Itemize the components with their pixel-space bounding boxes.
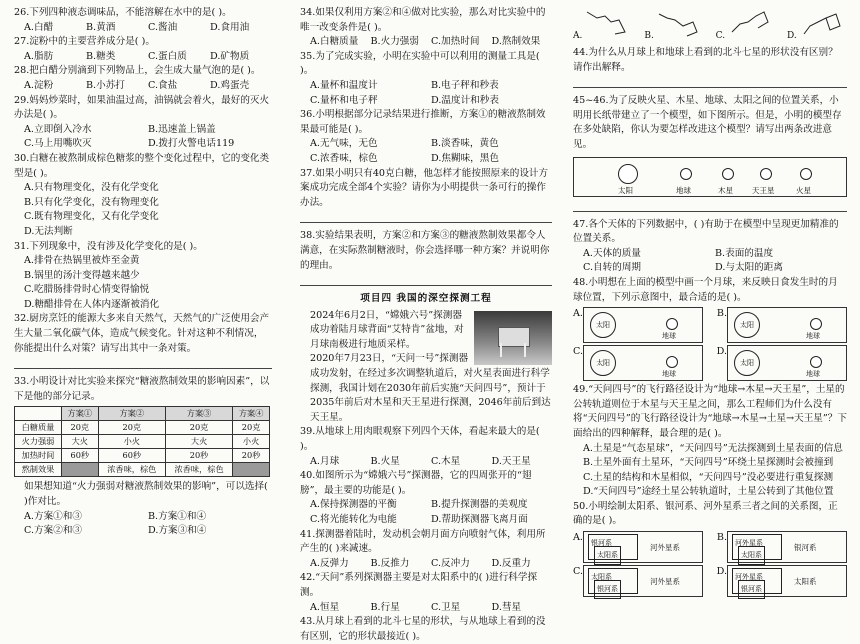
planet-label: 火星	[796, 185, 811, 195]
solar-system-label: 太阳系	[794, 577, 817, 587]
mars-circle	[800, 168, 812, 180]
option[interactable]: D.“天问四号”途经土星公转轨道时，土星公转到了其他位置	[583, 486, 834, 498]
galaxy-diagram	[583, 565, 703, 597]
option[interactable]: D.焦糊味，黑色	[431, 152, 499, 164]
galaxy-diagram	[583, 531, 703, 563]
question-34: 34.如果仅利用方案②和④做对比实验，那么对比实验中的唯一改变条件是( )。	[300, 7, 546, 33]
table-cell: 20秒	[233, 449, 270, 463]
table-cell: 大火	[61, 435, 98, 449]
question-33b: 如果想知道“火力强弱对糖液熬制效果的影响”，可以选择( )作对比。	[24, 481, 268, 508]
question-48: 48.小明想在上面的模型中画一个月球，来反映日食发生时的月球位置，下列示意图中，最合适的是( )。	[573, 276, 838, 303]
options-27	[14, 50, 272, 65]
big-dipper-shape-icon	[585, 8, 629, 38]
table-cell: 大火	[165, 435, 232, 449]
option[interactable]: B.小苏打	[86, 79, 125, 91]
answer-line-32[interactable]	[14, 358, 272, 369]
table-cell: 小火	[98, 435, 165, 449]
option[interactable]: C.方案②和③	[24, 525, 83, 537]
question-47: 47.各个天体的下列数据中，( )有助于在模型中呈现更加精准的位置关系。	[573, 218, 839, 245]
eclipse-option-d[interactable]	[717, 345, 847, 381]
planet-label: 地球	[676, 185, 691, 195]
option[interactable]: C.量杯和电子秤	[310, 94, 378, 106]
galaxy-diagram	[727, 531, 847, 563]
question-44: 44.为什么从月球上和地球上看到的北斗七星的形状没有区别？请作出解释。	[573, 47, 838, 73]
option[interactable]: C.吃腊肠排骨时心情变得愉悦	[24, 284, 150, 296]
options-47a	[573, 247, 847, 262]
question-35: 35.为了完成实验，小明在实验中可以利用的测量工具是( )。	[300, 50, 540, 77]
jupiter-circle	[722, 168, 734, 180]
question-36: 36.小明根据部分记录结果进行推断，方案①的糖液熬制效果最可能是( )。	[300, 109, 546, 135]
option[interactable]: A.脂肪	[24, 50, 54, 62]
table-cell	[233, 463, 270, 477]
table-row	[15, 435, 270, 449]
option[interactable]: A.无气味，无色	[310, 138, 378, 150]
eclipse-option-b[interactable]	[717, 307, 847, 343]
option-letter: D.	[786, 31, 797, 41]
galaxy-diagram	[727, 565, 847, 597]
question-40: 40.如图所示为“嫦娥六号”探测器，它的四周张开的“翅膀”，最主要的功能是( )。	[300, 470, 532, 496]
options-26	[14, 21, 272, 36]
options-33b	[14, 524, 272, 539]
column-middle	[300, 6, 552, 644]
sun-circle	[618, 164, 638, 184]
galaxy-option-b[interactable]	[717, 531, 847, 563]
option[interactable]: C.将光能转化为电能	[310, 514, 397, 525]
question-31: 31.下列现象中，没有涉及化学变化的是( )。	[14, 240, 203, 252]
option[interactable]: A.月球	[310, 455, 340, 467]
earth-circle	[680, 168, 692, 180]
lander-leg	[500, 343, 502, 357]
option[interactable]: C.蛋白质	[148, 50, 187, 62]
question-26: 26.下列四种液态调味品，不能溶解在水中的是( )。	[14, 7, 232, 18]
question-45: 45~46.为了反映火星、木星、地球、太阳之间的位置关系，小明用长纸带建立了一个模型，如下图所示。但是，小明的模型存在多处缺陷，你认为要怎样改进这个模型？请写出两条改进意见。	[573, 95, 842, 150]
option[interactable]: D.糖醋排骨在人体内逐渐被消化	[24, 298, 160, 310]
option[interactable]: D.彗星	[491, 601, 522, 613]
option[interactable]: D.帮助探测器飞离月面	[431, 514, 528, 525]
option[interactable]: B.淡香味，黄色	[431, 138, 499, 150]
option[interactable]: B.锅里的汤汁变得越来越少	[24, 269, 140, 281]
option[interactable]: B.黄酒	[86, 21, 116, 33]
table-row	[15, 449, 270, 463]
question-33: 33.小明设计对比实验来探究“糖液熬制效果的影响因素”，以下是他的部分记录。	[14, 376, 270, 402]
galaxy-options-row-1	[573, 531, 847, 563]
option-letter: A.	[573, 31, 583, 41]
option-letter: A.	[573, 532, 583, 544]
options-35b	[300, 94, 552, 109]
option[interactable]: C.自转的周期	[583, 262, 642, 274]
options-39	[300, 455, 552, 470]
question-38: 38.实验结果表明，方案②和方案③的糖液熬制效果都令人满意，在实际熬制糖液时，你会选择哪一种方案？并说明你的理由。	[300, 230, 550, 271]
eclipse-diagram	[727, 307, 847, 343]
eclipse-options-row-2	[573, 345, 847, 381]
table-cell: 60秒	[98, 449, 165, 463]
galaxy-option-c[interactable]	[573, 565, 703, 597]
question-42: 42.“天问”系列探测器主要是对太阳系中的( )进行科学探测。	[300, 572, 538, 598]
option[interactable]: B.糖类	[86, 50, 116, 62]
galaxy-box: 银河系	[738, 580, 765, 599]
earth-label: 地球	[661, 332, 676, 341]
option[interactable]: D.温度计和秒表	[431, 94, 499, 106]
option[interactable]: D.无法判断	[24, 225, 73, 237]
extragalactic-box: 河外星系	[732, 534, 782, 560]
sun-circle: 太阳	[734, 350, 760, 376]
options-28	[14, 79, 272, 94]
table-cell: 20秒	[165, 449, 232, 463]
galaxy-option-d[interactable]	[717, 565, 847, 597]
option[interactable]: A.土星是“气态星球”，“天问四号”无法探测到土星表面的信息	[583, 442, 843, 454]
option-letter: D.	[716, 566, 727, 578]
table-cell: 20克	[165, 421, 232, 435]
column-left	[14, 6, 272, 539]
option[interactable]: B.只有化学变化，没有物理变化	[24, 196, 159, 208]
big-dipper-shape-icon	[728, 8, 772, 38]
eclipse-option-a[interactable]	[573, 307, 703, 343]
earth-label: 地球	[806, 370, 820, 379]
option[interactable]: A.方案①和③	[24, 510, 82, 522]
option[interactable]: C.既有物理变化，又有化学变化	[24, 211, 159, 223]
options-33a	[14, 510, 272, 525]
eclipse-diagram	[727, 345, 847, 381]
extragalactic-box: 河外星系	[732, 568, 782, 594]
option[interactable]: A.只有物理变化，没有化学变化	[24, 182, 159, 194]
question-28: 28.把白醋分别滴到下列物品上，会生成大量气泡的是( )。	[14, 65, 261, 77]
table-header: 方案④	[233, 407, 270, 421]
table-row	[15, 463, 270, 477]
option[interactable]: B.迅速盖上锅盖	[148, 123, 216, 135]
table-row	[15, 421, 270, 435]
question-37: 37.如果小明只有40克白糖，他怎样才能按照原来的设计方案成功完成全部4个实验？请你为小明提供一条可行的操作办法。	[300, 167, 549, 208]
question-43: 43.从月球上看到的北斗七星的形状，与从地球上看到的没有区别，它的形状最接近( )。	[300, 616, 546, 642]
table-cell: 白糖质量	[15, 421, 62, 435]
option[interactable]: A.量杯和温度计	[310, 79, 378, 91]
eclipse-options-row-1	[573, 307, 847, 343]
earth-label: 地球	[662, 370, 677, 379]
star-option-a[interactable]	[573, 8, 633, 46]
experiment-table	[14, 406, 270, 477]
galaxy-label: 银河系	[794, 543, 817, 553]
table-header	[15, 407, 62, 421]
option[interactable]: D.天王星	[491, 455, 531, 467]
answer-line-45[interactable]	[573, 201, 847, 212]
answer-line-37[interactable]	[300, 212, 552, 223]
option-letter: A.	[573, 308, 583, 320]
table-cell	[61, 463, 98, 477]
eclipse-diagram	[583, 345, 703, 381]
table-cell: 浓香味，棕色	[165, 463, 232, 477]
star-option-c[interactable]	[716, 8, 776, 46]
option[interactable]: C.马上用嘴吹灭	[24, 138, 92, 150]
question-29: 29.妈妈炒菜时，如果油温过高，油锅就会着火，最好的灭火办法是( )。	[14, 94, 270, 121]
planet-label: 太阳	[618, 185, 633, 195]
option[interactable]: C.反冲力	[431, 557, 470, 569]
options-41	[300, 557, 552, 572]
table-header: 方案②	[98, 407, 165, 421]
option[interactable]: D.反重力	[491, 557, 531, 569]
project-heading: 项目四 我国的深空探测工程	[360, 293, 492, 305]
table-cell: 浓香味，棕色	[98, 463, 165, 477]
option-letter: B.	[716, 308, 727, 320]
option[interactable]: B.火力强弱	[370, 36, 419, 48]
option[interactable]: A.反弹力	[310, 557, 349, 569]
option[interactable]: A.立即倒入冷水	[24, 123, 92, 135]
galaxy-box: 银河系	[588, 534, 638, 560]
option[interactable]: B.表面的温度	[715, 247, 774, 259]
project-paragraph-1: 2024年6月2日，“嫦娥六号”探测器成功着陆月球背面“艾特肯”盆地，对月球南极进行地质采样。	[310, 309, 464, 350]
planet-model-strip	[573, 157, 847, 197]
option-letter: C.	[573, 566, 584, 578]
option[interactable]: B.反推力	[370, 557, 410, 569]
table-header: 方案③	[165, 407, 232, 421]
planet-label: 木星	[718, 185, 733, 195]
option[interactable]: B.土星外面有土星环，“天问四号”环绕土星探测时会被撞到	[583, 457, 834, 469]
option-letter: C.	[573, 346, 584, 358]
answer-line-38[interactable]	[300, 275, 552, 286]
star-option-b[interactable]	[644, 8, 704, 46]
eclipse-diagram	[583, 307, 703, 343]
option-letter: B.	[716, 532, 727, 544]
options-36b	[300, 152, 552, 167]
option[interactable]: A.白糖质量	[310, 36, 359, 48]
table-header: 方案①	[61, 407, 98, 421]
option[interactable]: C.加热时间	[431, 36, 480, 48]
option[interactable]: B.方案①和④	[148, 510, 207, 522]
solar-system-box: 太阳系	[588, 568, 638, 594]
galaxy-box: 银河系	[594, 580, 621, 599]
lander-photo	[474, 311, 552, 365]
option[interactable]: A.天体的质量	[583, 247, 641, 259]
question-30: 30.白糖在被熬制成棕色糖浆的整个变化过程中，它的变化类型是( )。	[14, 152, 270, 179]
eclipse-option-c[interactable]	[573, 345, 703, 381]
table-cell: 20克	[98, 421, 165, 435]
options-40b	[300, 513, 552, 528]
big-dipper-options	[573, 8, 847, 46]
question-39: 39.从地球上用肉眼观察下列四个天体，看起来最大的是( )。	[300, 426, 540, 453]
table-cell: 火力强弱	[15, 435, 62, 449]
galaxy-option-a[interactable]	[573, 531, 703, 563]
option-letter: C.	[715, 31, 726, 41]
options-29a	[14, 123, 272, 138]
option[interactable]: C.土星的结构和木星相似，“天问四号”没必要进行重复探测	[583, 471, 834, 483]
table-cell: 20克	[233, 421, 270, 435]
option[interactable]: D.拨打火警电话119	[148, 138, 235, 150]
option[interactable]: C.酱油	[148, 21, 178, 33]
table-cell: 小火	[233, 435, 270, 449]
option[interactable]: A.排骨在热锅里被炸至金黄	[24, 255, 140, 267]
options-36a	[300, 137, 552, 152]
options-34	[300, 35, 552, 50]
option[interactable]: A.白醋	[24, 21, 54, 33]
option-letter: D.	[716, 346, 727, 358]
uranus-circle	[760, 168, 772, 180]
table-cell: 60秒	[61, 449, 98, 463]
option[interactable]: D.与太阳的距离	[715, 262, 783, 274]
options-47b	[573, 261, 847, 276]
big-dipper-shape-icon	[657, 8, 701, 38]
sun-circle: 太阳	[590, 350, 616, 376]
project-paragraph-2: 2020年7月23日，“天问一号”探测器成功发射，在经过多次调整轨道后，对火星表面进行科学探测，我国计划在2030年前后实施“天问四号”，预计于2035年前后对木星和天王星进行探测，2046年前后到达天王星。	[310, 353, 551, 423]
option[interactable]: C.浓香味，棕色	[310, 152, 378, 164]
solar-system-box: 太阳系	[594, 546, 621, 565]
option[interactable]: A.淀粉	[24, 79, 54, 91]
option[interactable]: C.食盐	[148, 79, 178, 91]
question-49: 49.“天问四号”的飞行路径设计为“地球→木星→天王星”，土星的公转轨道则位于木星与天王星之间，那么工程师们为什么没有将“天问四号”的飞行路径设计为“地球→木星→土星→天王星”？下面给出的四种解释，最合理的是( )。	[573, 384, 847, 439]
option[interactable]: D.矿物质	[210, 50, 250, 62]
option[interactable]: C.卫星	[431, 601, 461, 613]
earth-label: 地球	[806, 332, 820, 341]
options-35a	[300, 79, 552, 94]
sun-circle: 太阳	[734, 312, 760, 338]
answer-line-44[interactable]	[573, 77, 847, 88]
option[interactable]: B.火星	[370, 455, 400, 467]
option[interactable]: D.鸡蛋壳	[210, 79, 250, 91]
option[interactable]: C.木星	[431, 455, 461, 467]
question-50: 50.小明绘制太阳系、银河系、河外星系三者之间的关系图，正确的是( )。	[573, 500, 838, 527]
big-dipper-shape-icon	[800, 8, 844, 38]
option[interactable]: B.电子秤和秒表	[431, 79, 499, 91]
option[interactable]: A.恒星	[310, 601, 340, 613]
extragalactic-label: 河外星系	[650, 577, 681, 587]
question-27: 27.淀粉中的主要营养成分是( )。	[14, 36, 155, 48]
column-right	[573, 6, 847, 599]
question-32: 32.厨房烹饪的能源大多来自天然气，天然气的广泛使用会产生大量二氧化碳气体，造成气候变化。针对这种不利情况，你能提出什么对策？请写出其中一条对策。	[14, 313, 270, 354]
solar-system-box: 太阳系	[738, 546, 765, 565]
planet-label: 天王星	[752, 185, 775, 195]
table-cell: 20克	[61, 421, 98, 435]
table-cell: 加热时间	[15, 449, 62, 463]
options-29b	[14, 137, 272, 152]
option[interactable]: D.食用油	[210, 21, 250, 33]
sun-circle: 太阳	[590, 312, 616, 338]
options-40a	[300, 498, 552, 513]
option-letter: B.	[644, 31, 654, 41]
option[interactable]: B.行星	[370, 601, 400, 613]
option[interactable]: B.提升探测器的美观度	[431, 499, 528, 511]
option[interactable]: A.保持探测器的平衡	[310, 499, 397, 511]
option[interactable]: D.方案③和④	[148, 525, 207, 537]
extragalactic-label: 河外星系	[649, 543, 680, 553]
option[interactable]: D.熬制效果	[491, 36, 541, 48]
star-option-d[interactable]	[787, 8, 847, 46]
galaxy-options-row-2	[573, 565, 847, 597]
question-41: 41.探测器着陆时，发动机会朝月面方向喷射气体，利用所产生的( )来减速。	[300, 528, 546, 555]
table-cell: 熬制效果	[15, 463, 62, 477]
table-header-row	[15, 407, 270, 421]
lander-leg	[524, 343, 526, 357]
